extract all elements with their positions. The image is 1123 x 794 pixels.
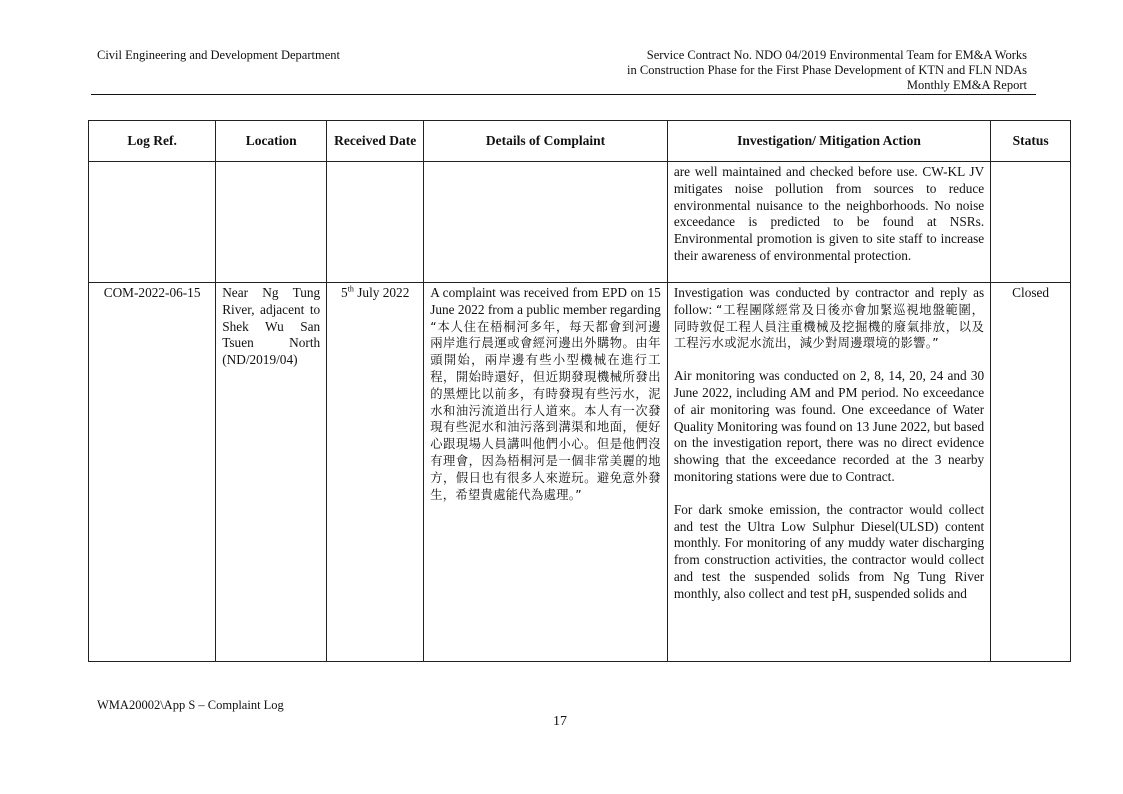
action-paragraph: are well maintained and checked before use. CW-KL JV mitigates noise pollution from sources to reduce environmental nuisance to the neighborhoods. No noise exceedance is predicted to be found at NSRs. Environmental promotion is given to site staff to increase their awareness of environmental protection.	[673, 164, 985, 263]
header-rule	[91, 94, 1036, 95]
column-header-details: Details of Complaint	[424, 121, 668, 162]
cell-location: Near Ng Tung River, adjacent to Shek Wu San Tsuen North (ND/2019/04)	[216, 283, 327, 662]
footer-document-ref: WMA20002\App S – Complaint Log	[97, 698, 284, 712]
action-paragraph-dark-smoke: For dark smoke emission, the contractor would collect and test the Ultra Low Sulphur Diesel(ULSD) content monthly. For monitoring of any muddy water discharging from construction activities, the contractor would collect and test the suspended solids from Ng Tung River monthly, also collect and test pH, suspended solids and	[673, 501, 985, 601]
date-ordinal-suffix: th	[347, 284, 354, 294]
cell-status: Closed	[991, 283, 1071, 662]
complaint-details-chinese: “本人住在梧桐河多年，每天都會到河邊兩岸進行晨運或會經河邊出外購物。由年頭開始，兩岸邊有些小型機械在進行工程，開始時還好，但近期發現機械所發出的黑煙比以前多，有時發現有些污水，泥水和油污流道出行人道來。本人有一次發現有些泥水和油污落到溝渠和地面，便好心跟現場人員講叫他們小心。但是他們沒有理會，因為梧桐河是一個非常美麗的地方，假日也有很多人來遊玩。避免意外發生，希望貴處能代為處理。”	[430, 319, 661, 502]
header-contract-info	[627, 48, 1027, 93]
action-reply-chinese: “工程團隊經常及日後亦會加緊巡視地盤範圍，同時敦促工程人員注重機械及挖掘機的廢氣排放，以及工程污水或泥水流出，減少對周邊環境的影響。”	[673, 302, 985, 351]
cell-log-ref: COM-2022-06-15	[89, 283, 216, 662]
cell-log-ref	[89, 162, 216, 283]
cell-received-date	[327, 162, 424, 283]
page-number: 17	[553, 714, 567, 729]
column-header-action: Investigation/ Mitigation Action	[667, 121, 990, 162]
cell-action	[667, 162, 990, 283]
cell-details	[424, 162, 668, 283]
cell-action	[667, 283, 990, 662]
complaint-details	[430, 285, 661, 503]
table-row	[89, 283, 1071, 662]
date-day: 5	[341, 285, 348, 300]
column-header-status: Status	[991, 121, 1071, 162]
header-department: Civil Engineering and Development Department	[97, 48, 340, 62]
column-header-location: Location	[216, 121, 327, 162]
table-row	[89, 162, 1071, 283]
column-header-log-ref: Log Ref.	[89, 121, 216, 162]
action-content	[674, 285, 984, 661]
table-header-row	[89, 121, 1071, 162]
complaint-details-english: A complaint was received from EPD on 15 June 2022 from a public member regarding	[430, 285, 661, 317]
action-paragraph-reply	[674, 285, 984, 352]
column-header-received-date: Received Date	[327, 121, 424, 162]
header-line-1: Service Contract No. NDO 04/2019 Environmental Team for EM&A Works	[646, 48, 1027, 62]
cell-status	[991, 162, 1071, 283]
complaint-log-table	[88, 120, 1071, 662]
header-line-2: in Construction Phase for the First Phase Development of KTN and FLN NDAs	[627, 63, 1027, 77]
cell-received-date	[327, 283, 424, 662]
action-paragraph-air-monitoring: Air monitoring was conducted on 2, 8, 14, 20, 24 and 30 June 2022, including AM and PM period. No exceedance of air monitoring was found. One exceedance of Water Quality Monitoring was found on 13 June 2022, but based on the investigation report, there was no direct evidence showing that the exceedance recorded at the 3 nearby monitoring stations were due to Contract.	[673, 368, 985, 484]
date-month-year: July 2022	[353, 285, 410, 300]
action-reply-english: Investigation was conducted by contractor and reply as follow:	[673, 285, 985, 317]
cell-details	[424, 283, 668, 662]
cell-location	[216, 162, 327, 283]
header-line-3: Monthly EM&A Report	[906, 78, 1027, 92]
